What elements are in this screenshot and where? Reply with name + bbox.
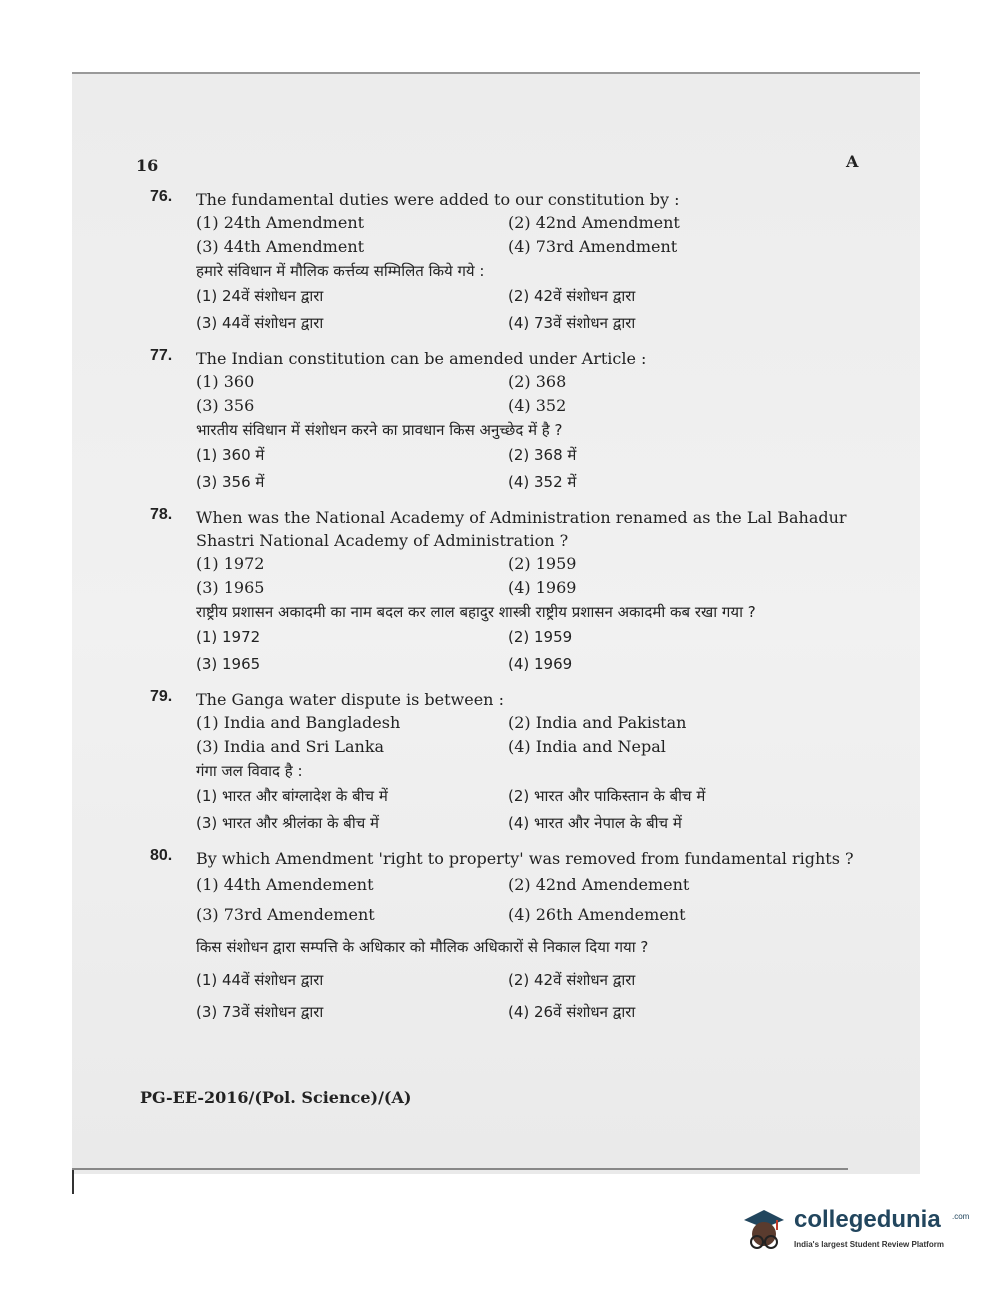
page-edge-left [72, 1170, 74, 1194]
options-en [196, 711, 860, 759]
mascot-icon [738, 1202, 790, 1258]
option: (2) 42nd Amendment [508, 213, 680, 232]
question-text-en: The Indian constitution can be amended under Article : [196, 349, 647, 368]
option: (1) 360 [196, 372, 255, 391]
question-text-en: The Ganga water dispute is between : [196, 690, 504, 709]
option: (4) 73rd Amendment [508, 237, 678, 256]
option: (1) India and Bangladesh [196, 713, 401, 732]
option: (1) 44वें संशोधन द्वारा [196, 971, 324, 989]
options-en [196, 552, 860, 600]
question-list [150, 188, 860, 1038]
option: (3) भारत और श्रीलंका के बीच में [196, 814, 379, 832]
question-text-hi: राष्ट्रीय प्रशासन अकादमी का नाम बदल कर लाल बहादुर शास्त्री राष्ट्रीय प्रशासन अकादमी कब रखा गया ? [196, 603, 756, 621]
question-text-en: By which Amendment 'right to property' was removed from fundamental rights ? [196, 849, 854, 868]
option: (4) 26वें संशोधन द्वारा [508, 1003, 636, 1021]
question-80 [150, 847, 860, 1028]
series-letter: A [846, 152, 859, 171]
question-79 [150, 688, 860, 837]
option: (3) India and Sri Lanka [196, 737, 385, 756]
option: (4) 1969 [508, 655, 573, 673]
options-en [196, 211, 860, 259]
option: (1) 1972 [196, 554, 265, 573]
question-78 [150, 506, 860, 678]
question-number: 76. [150, 188, 173, 205]
option: (2) 42वें संशोधन द्वारा [508, 287, 636, 305]
option: (4) India and Nepal [508, 737, 666, 756]
option: (4) 73वें संशोधन द्वारा [508, 314, 636, 332]
option: (1) 1972 [196, 628, 261, 646]
options-hi [196, 283, 860, 337]
option: (4) 352 [508, 396, 567, 415]
option: (1) 360 में [196, 446, 265, 464]
option: (3) 1965 [196, 578, 265, 597]
question-text-hi: हमारे संविधान में मौलिक कर्त्तव्य सम्मिलित किये गये : [196, 262, 485, 280]
question-77 [150, 347, 860, 496]
option: (2) India and Pakistan [508, 713, 687, 732]
option: (1) 24वें संशोधन द्वारा [196, 287, 324, 305]
option: (3) 1965 [196, 655, 261, 673]
option: (2) 368 [508, 372, 567, 391]
question-text-hi: भारतीय संविधान में संशोधन करने का प्रावधान किस अनुच्छेद में है ? [196, 421, 563, 439]
options-hi [196, 442, 860, 496]
option: (4) 1969 [508, 578, 577, 597]
option: (3) 44वें संशोधन द्वारा [196, 314, 324, 332]
option: (3) 44th Amendment [196, 237, 365, 256]
option: (4) 352 में [508, 473, 577, 491]
option: (3) 356 में [196, 473, 265, 491]
question-text-en: The fundamental duties were added to our constitution by : [196, 190, 680, 209]
option: (2) भारत और पाकिस्तान के बीच में [508, 787, 706, 805]
options-hi [196, 964, 860, 1028]
page-number: 16 [136, 156, 159, 175]
option: (1) 44th Amendement [196, 875, 374, 894]
option: (2) 1959 [508, 628, 573, 646]
question-number: 77. [150, 347, 173, 364]
question-number: 80. [150, 847, 173, 864]
logo-tagline: India's largest Student Review Platform [794, 1240, 944, 1249]
options-en [196, 370, 860, 418]
option: (2) 42वें संशोधन द्वारा [508, 971, 636, 989]
option: (1) भारत और बांग्लादेश के बीच में [196, 787, 388, 805]
option: (2) 1959 [508, 554, 577, 573]
option: (3) 73rd Amendement [196, 905, 375, 924]
question-76 [150, 188, 860, 337]
option: (3) 73वें संशोधन द्वारा [196, 1003, 324, 1021]
option: (3) 356 [196, 396, 255, 415]
question-number: 78. [150, 506, 173, 523]
option: (2) 368 में [508, 446, 577, 464]
collegedunia-logo[interactable] [738, 1202, 968, 1262]
option: (2) 42nd Amendement [508, 875, 690, 894]
options-hi [196, 783, 860, 837]
options-hi [196, 624, 860, 678]
logo-tld: .com [952, 1212, 970, 1221]
option: (4) भारत और नेपाल के बीच में [508, 814, 682, 832]
question-text-hi: किस संशोधन द्वारा सम्पत्ति के अधिकार को मौलिक अधिकारों से निकाल दिया गया ? [196, 938, 649, 956]
paper-code-footer: PG-EE-2016/(Pol. Science)/(A) [140, 1088, 412, 1107]
option: (4) 26th Amendement [508, 905, 686, 924]
question-text-en: When was the National Academy of Administration renamed as the Lal Bahadur Shastri National Academy of Administration ? [196, 508, 847, 550]
logo-wordmark: collegedunia [794, 1206, 941, 1233]
page-edge-bottom [72, 1168, 848, 1170]
question-number: 79. [150, 688, 173, 705]
options-en [196, 870, 860, 930]
question-text-hi: गंगा जल विवाद है : [196, 762, 303, 780]
option: (1) 24th Amendment [196, 213, 365, 232]
